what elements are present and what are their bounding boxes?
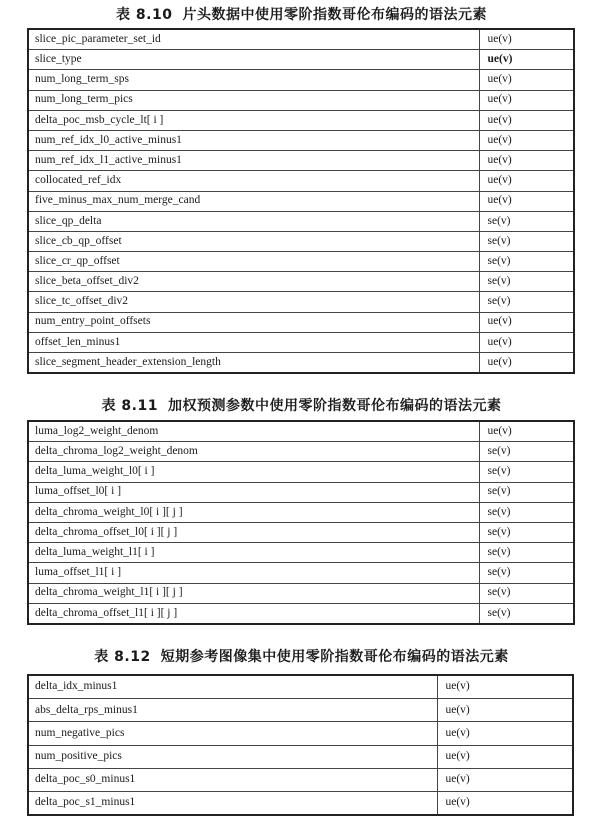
descriptor: se(v) (479, 231, 574, 251)
table-row (28, 151, 574, 171)
descriptor: ue(v) (437, 791, 573, 815)
descriptor: ue(v) (479, 50, 574, 70)
descriptor: se(v) (479, 583, 574, 603)
descriptor: se(v) (479, 482, 574, 502)
descriptor: ue(v) (479, 353, 574, 374)
table-row (28, 130, 574, 150)
table-number: 表 8.12 (94, 649, 151, 665)
table-8-10 (27, 28, 575, 374)
table-8-12-caption (0, 646, 603, 666)
table-row (28, 563, 574, 583)
descriptor: se(v) (479, 292, 574, 312)
table-title: 片头数据中使用零阶指数哥伦布编码的语法元素 (182, 7, 487, 23)
syntax-element-name: delta_idx_minus1 (28, 675, 437, 699)
descriptor: ue(v) (479, 90, 574, 110)
descriptor: se(v) (479, 563, 574, 583)
descriptor: se(v) (479, 211, 574, 231)
syntax-element-name: delta_chroma_weight_l1[ i ][ j ] (28, 583, 479, 603)
syntax-element-name: num_ref_idx_l0_active_minus1 (28, 130, 479, 150)
syntax-element-name: num_long_term_sps (28, 70, 479, 90)
table-row (28, 231, 574, 251)
syntax-element-name: delta_luma_weight_l1[ i ] (28, 543, 479, 563)
syntax-element-name: slice_beta_offset_div2 (28, 272, 479, 292)
table-row (28, 353, 574, 374)
descriptor: se(v) (479, 522, 574, 542)
table-row (28, 675, 573, 699)
descriptor: ue(v) (437, 675, 573, 699)
table-row (28, 272, 574, 292)
table-row (28, 722, 573, 745)
table-row (28, 442, 574, 462)
syntax-element-name: delta_poc_s0_minus1 (28, 768, 437, 791)
syntax-element-name: offset_len_minus1 (28, 332, 479, 352)
table-row (28, 482, 574, 502)
table-row (28, 603, 574, 624)
syntax-element-name: slice_segment_header_extension_length (28, 353, 479, 374)
table-8-11 (27, 420, 575, 625)
table-row (28, 791, 573, 815)
syntax-element-name: slice_tc_offset_div2 (28, 292, 479, 312)
syntax-element-name: collocated_ref_idx (28, 171, 479, 191)
descriptor: ue(v) (479, 421, 574, 442)
table-row (28, 502, 574, 522)
table-row (28, 462, 574, 482)
syntax-element-name: num_positive_pics (28, 745, 437, 768)
table-row (28, 332, 574, 352)
table-row (28, 522, 574, 542)
table-row (28, 421, 574, 442)
table-8-12 (27, 674, 574, 816)
syntax-element-name: num_entry_point_offsets (28, 312, 479, 332)
table-title: 加权预测参数中使用零阶指数哥伦布编码的语法元素 (167, 398, 502, 414)
table-row (28, 312, 574, 332)
descriptor: ue(v) (437, 768, 573, 791)
syntax-element-name: num_long_term_pics (28, 90, 479, 110)
descriptor: ue(v) (479, 312, 574, 332)
table-row (28, 292, 574, 312)
syntax-element-name: delta_luma_weight_l0[ i ] (28, 462, 479, 482)
descriptor: se(v) (479, 252, 574, 272)
table-number: 表 8.11 (101, 398, 158, 414)
table-row (28, 745, 573, 768)
descriptor: ue(v) (479, 332, 574, 352)
descriptor: ue(v) (479, 191, 574, 211)
table-row (28, 583, 574, 603)
syntax-element-name: num_negative_pics (28, 722, 437, 745)
table-row (28, 252, 574, 272)
syntax-element-name: delta_chroma_offset_l0[ i ][ j ] (28, 522, 479, 542)
syntax-element-name: slice_pic_parameter_set_id (28, 29, 479, 50)
descriptor: ue(v) (479, 29, 574, 50)
table-row (28, 543, 574, 563)
syntax-element-name: slice_cb_qp_offset (28, 231, 479, 251)
syntax-element-name: luma_offset_l0[ i ] (28, 482, 479, 502)
descriptor: ue(v) (479, 171, 574, 191)
descriptor: ue(v) (437, 745, 573, 768)
table-row (28, 211, 574, 231)
descriptor: se(v) (479, 442, 574, 462)
table-row (28, 699, 573, 722)
syntax-element-name: slice_cr_qp_offset (28, 252, 479, 272)
descriptor: se(v) (479, 462, 574, 482)
table-8-10-caption (0, 4, 603, 24)
table-row (28, 90, 574, 110)
descriptor: se(v) (479, 502, 574, 522)
descriptor: ue(v) (437, 699, 573, 722)
table-row (28, 191, 574, 211)
table-row (28, 110, 574, 130)
syntax-element-name: delta_chroma_weight_l0[ i ][ j ] (28, 502, 479, 522)
table-title: 短期参考图像集中使用零阶指数哥伦布编码的语法元素 (160, 649, 509, 665)
table-number: 表 8.10 (116, 7, 173, 23)
table-row (28, 171, 574, 191)
syntax-element-name: delta_poc_s1_minus1 (28, 791, 437, 815)
syntax-element-name: slice_qp_delta (28, 211, 479, 231)
syntax-element-name: delta_chroma_log2_weight_denom (28, 442, 479, 462)
descriptor: se(v) (479, 543, 574, 563)
syntax-element-name: slice_type (28, 50, 479, 70)
table-8-11-caption (0, 395, 603, 415)
syntax-element-name: five_minus_max_num_merge_cand (28, 191, 479, 211)
descriptor: ue(v) (479, 110, 574, 130)
descriptor: se(v) (479, 603, 574, 624)
table-row (28, 768, 573, 791)
table-row (28, 29, 574, 50)
syntax-element-name: num_ref_idx_l1_active_minus1 (28, 151, 479, 171)
descriptor: ue(v) (479, 70, 574, 90)
descriptor: ue(v) (437, 722, 573, 745)
descriptor: ue(v) (479, 130, 574, 150)
syntax-element-name: luma_log2_weight_denom (28, 421, 479, 442)
syntax-element-name: delta_chroma_offset_l1[ i ][ j ] (28, 603, 479, 624)
syntax-element-name: abs_delta_rps_minus1 (28, 699, 437, 722)
syntax-element-name: luma_offset_l1[ i ] (28, 563, 479, 583)
descriptor: se(v) (479, 272, 574, 292)
table-row (28, 50, 574, 70)
syntax-element-name: delta_poc_msb_cycle_lt[ i ] (28, 110, 479, 130)
table-row (28, 70, 574, 90)
descriptor: ue(v) (479, 151, 574, 171)
